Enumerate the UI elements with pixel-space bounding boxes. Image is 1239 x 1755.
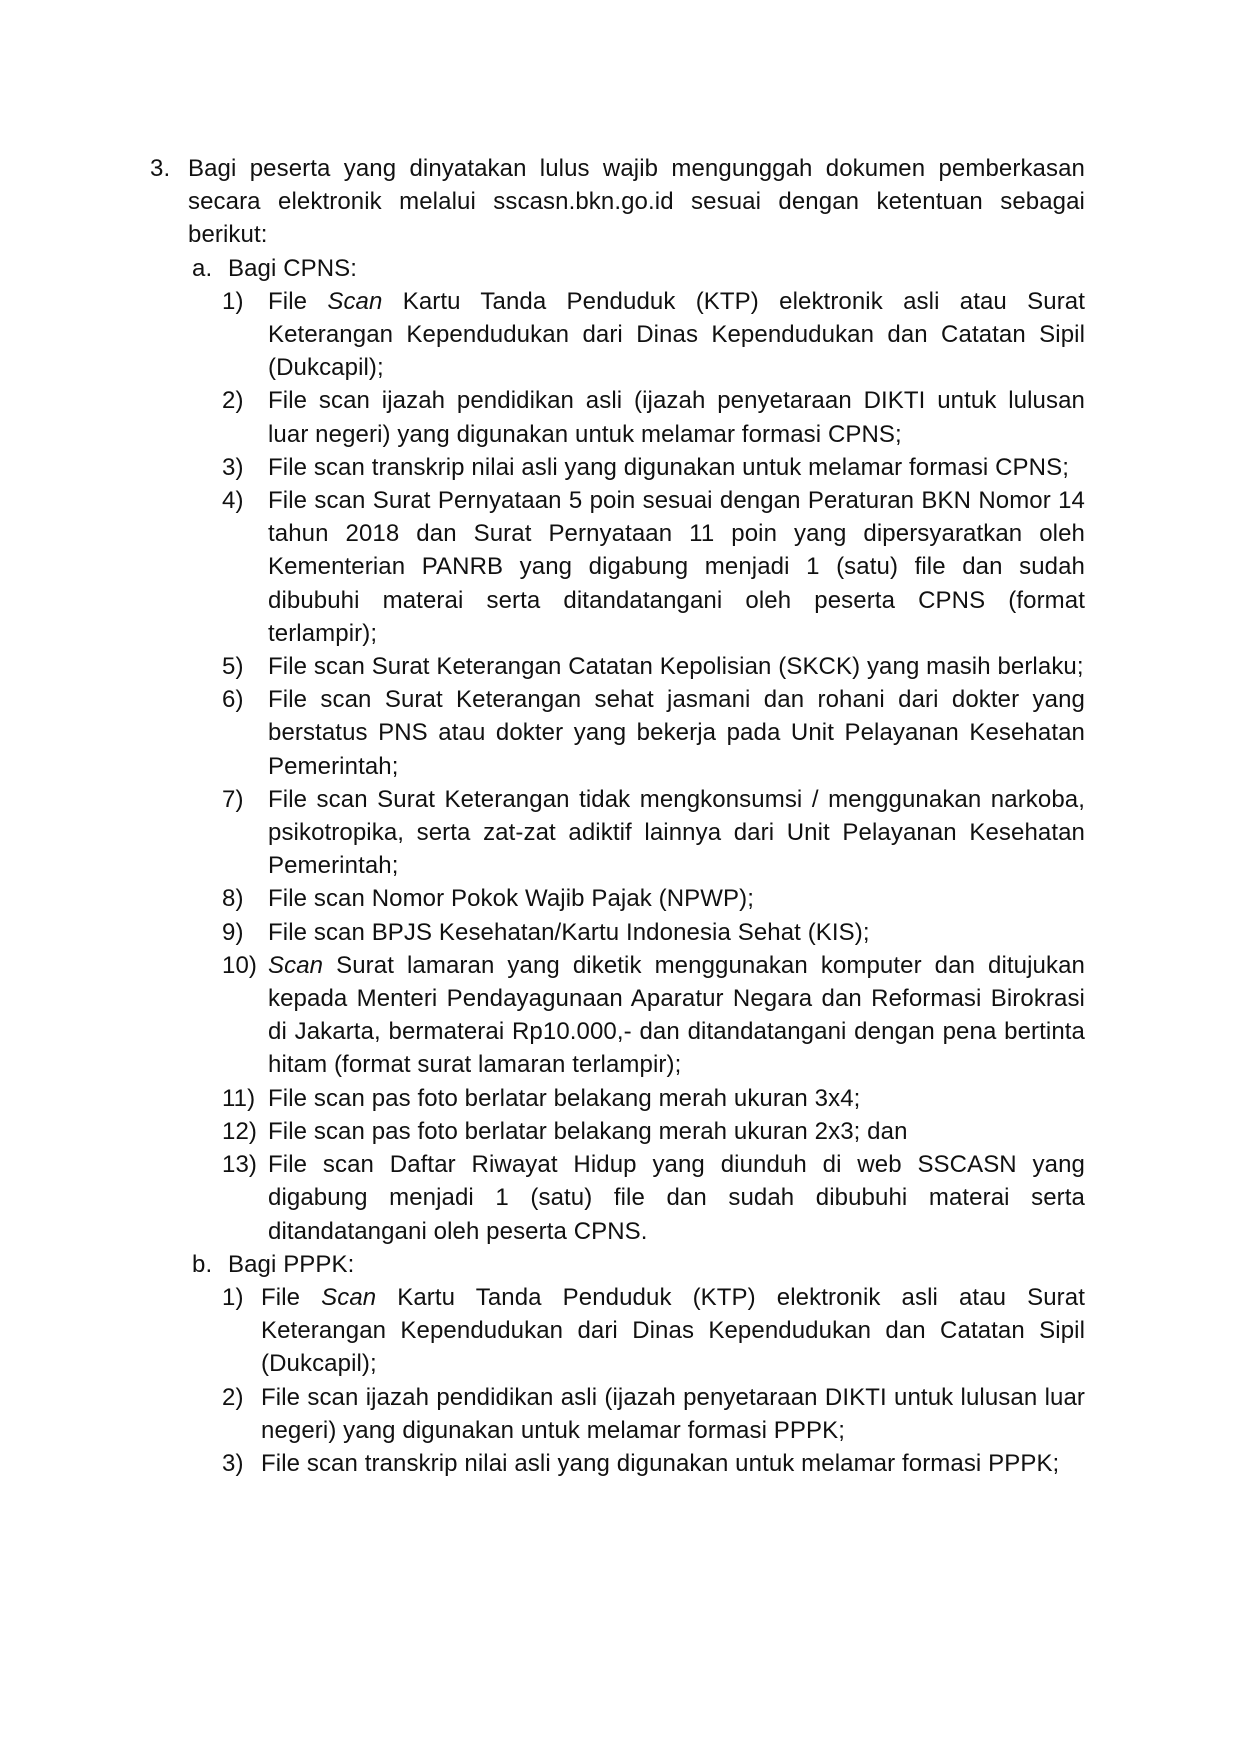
list-text: File scan Surat Pernyataan 5 poin sesuai dengan Peraturan BKN Nomor 14 tahun 2018 dan Surat Pernyataan 11 poin yang dipersyaratkan oleh Kementerian PANRB yang digabung menjadi 1 (satu) file dan sudah dibubuhi materai serta ditandatangani oleh peserta CPNS (format terlampir); <box>268 487 1085 647</box>
cpns-item-6 <box>222 683 1085 783</box>
list-number: 13) <box>222 1151 257 1179</box>
list-number: 3) <box>222 453 244 481</box>
cpns-item-13 <box>222 1148 1085 1248</box>
cpns-item-11 <box>222 1082 1085 1115</box>
list-text: File scan BPJS Kesehatan/Kartu Indonesia Sehat (KIS); <box>268 918 870 946</box>
document-body <box>150 152 1085 1480</box>
list-text: File scan transkrip nilai asli yang digunakan untuk melamar formasi CPNS; <box>268 453 1069 481</box>
cpns-item-2 <box>222 384 1085 450</box>
section-title: Bagi PPPK: <box>228 1250 355 1278</box>
list-number: 2) <box>222 387 244 415</box>
cpns-item-5 <box>222 650 1085 683</box>
list-number: 8) <box>222 885 244 913</box>
list-text <box>261 1281 1085 1381</box>
cpns-item-10 <box>222 949 1085 1082</box>
list-number: 9) <box>222 918 244 946</box>
text-suffix: Kartu Tanda Penduduk (KTP) elektronik asli atau Surat Keterangan Kependudukan dari Dinas Kependudukan dan Catatan Sipil (Dukcapil); <box>268 287 1086 382</box>
list-text: File scan pas foto berlatar belakang merah ukuran 3x4; <box>268 1084 861 1112</box>
text-suffix: Surat lamaran yang diketik menggunakan komputer dan ditujukan kepada Menteri Pendayagunaan Aparatur Negara dan Reformasi Birokrasi di Jakarta, bermaterai Rp10.000,- dan ditandatangani dengan pena bertinta hitam (format surat lamaran terlampir); <box>268 951 1085 1079</box>
list-text: File scan Nomor Pokok Wajib Pajak (NPWP); <box>268 885 754 913</box>
cpns-item-12 <box>222 1115 1085 1148</box>
cpns-item-8 <box>222 882 1085 915</box>
section-letter: b. <box>192 1250 213 1278</box>
list-text: File scan Surat Keterangan sehat jasmani dan rohani dari dokter yang berstatus PNS atau dokter yang bekerja pada Unit Pelayanan Kesehatan Pemerintah; <box>268 686 1085 780</box>
emphasis-text: Scan <box>327 287 383 315</box>
list-text: File scan Surat Keterangan Catatan Kepolisian (SKCK) yang masih berlaku; <box>268 653 1084 681</box>
cpns-item-3 <box>222 451 1085 484</box>
emphasis-text: Scan <box>321 1283 377 1311</box>
cpns-item-7 <box>222 783 1085 883</box>
list-number: 1) <box>222 1283 244 1311</box>
pppk-item-3 <box>222 1447 1085 1480</box>
item-text: Bagi peserta yang dinyatakan lulus wajib mengunggah dokumen pemberkasan secara elektronik melalui sscasn.bkn.go.id sesuai dengan ketentuan sebagai berikut: <box>188 155 1085 249</box>
list-text: File scan Daftar Riwayat Hidup yang diunduh di web SSCASN yang digabung menjadi 1 (satu) file dan sudah dibubuhi materai serta ditandatangani oleh peserta CPNS. <box>268 1151 1085 1245</box>
list-text: File scan Surat Keterangan tidak mengkonsumsi / menggunakan narkoba, psikotropika, serta zat-zat adiktif lainnya dari Unit Pelayanan Kesehatan Pemerintah; <box>268 785 1085 880</box>
emphasis-text: Scan <box>268 951 324 979</box>
list-number: 7) <box>222 785 244 813</box>
section-cpns-heading <box>192 252 1085 285</box>
list-text: File scan ijazah pendidikan asli (ijazah penyetaraan DIKTI untuk lulusan luar negeri) yang digunakan untuk melamar formasi CPNS; <box>268 387 1085 448</box>
list-number: 2) <box>222 1383 244 1411</box>
cpns-item-1 <box>222 285 1085 385</box>
section-title: Bagi CPNS: <box>228 254 358 282</box>
section-pppk-heading <box>192 1248 1085 1281</box>
list-number: 4) <box>222 487 244 515</box>
list-number: 1) <box>222 287 244 315</box>
item-3 <box>150 152 1085 252</box>
list-number: 5) <box>222 653 244 681</box>
text-prefix: File <box>268 287 328 315</box>
list-number: 12) <box>222 1117 257 1145</box>
pppk-item-1 <box>222 1281 1085 1381</box>
list-text: File scan ijazah pendidikan asli (ijazah penyetaraan DIKTI untuk lulusan luar negeri) yang digunakan untuk melamar formasi PPPK; <box>261 1383 1085 1444</box>
section-letter: a. <box>192 254 213 282</box>
item-number: 3. <box>150 155 171 182</box>
pppk-item-2 <box>222 1381 1085 1447</box>
cpns-item-4 <box>222 484 1085 650</box>
text-suffix: Kartu Tanda Penduduk (KTP) elektronik asli atau Surat Keterangan Kependudukan dari Dinas Kependudukan dan Catatan Sipil (Dukcapil); <box>261 1283 1085 1378</box>
list-number: 11) <box>222 1084 256 1112</box>
list-text <box>268 949 1085 1082</box>
list-text <box>268 285 1085 385</box>
text-prefix: File <box>261 1283 322 1311</box>
list-number: 3) <box>222 1449 244 1477</box>
cpns-item-9 <box>222 916 1085 949</box>
list-text: File scan pas foto berlatar belakang merah ukuran 2x3; dan <box>268 1117 908 1145</box>
list-number: 10) <box>222 951 257 979</box>
list-text: File scan transkrip nilai asli yang digunakan untuk melamar formasi PPPK; <box>261 1449 1060 1477</box>
list-number: 6) <box>222 686 244 714</box>
